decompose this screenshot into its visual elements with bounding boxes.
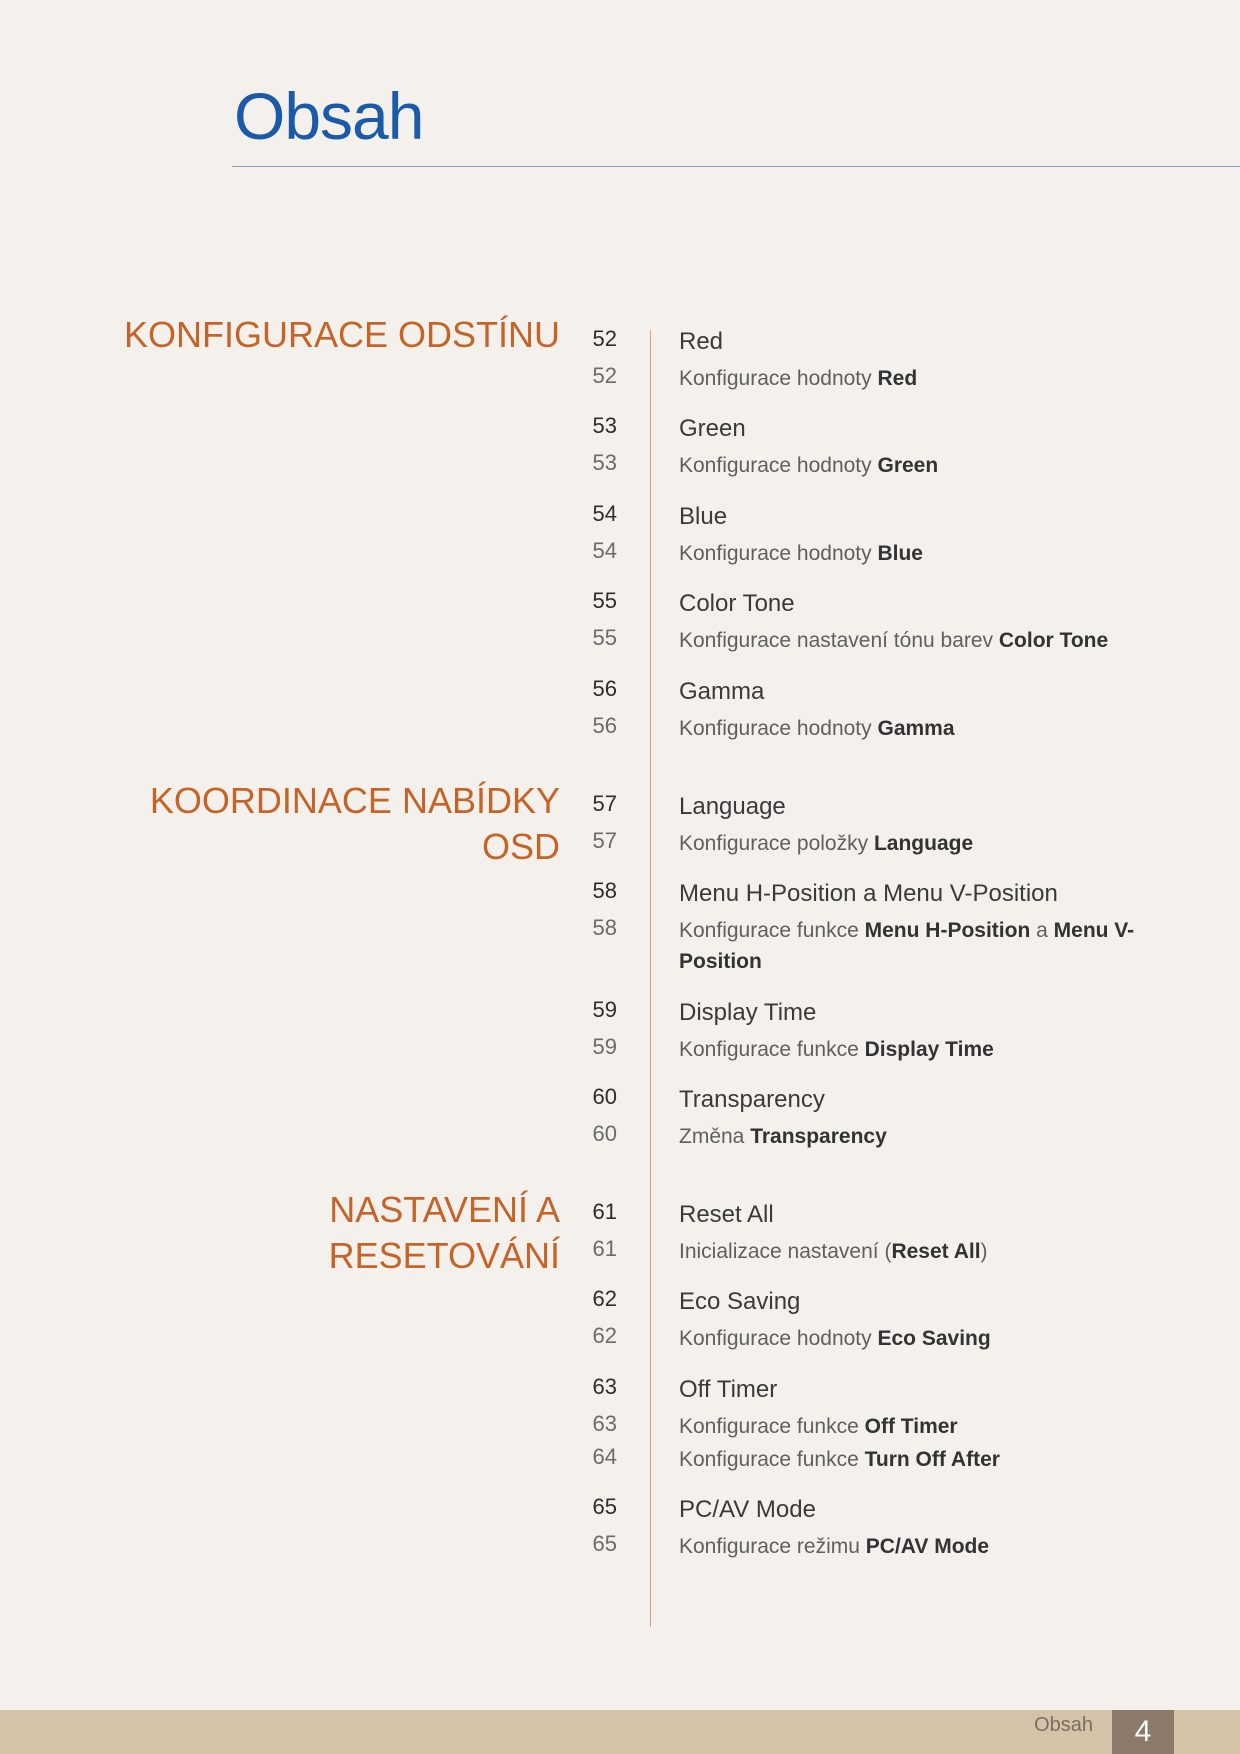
page-number: 57	[592, 828, 617, 853]
entry-title: Off Timer	[679, 1376, 778, 1403]
entry-text: Konfigurace hodnoty Gamma	[679, 717, 955, 740]
entry-text: Konfigurace hodnoty Blue	[679, 542, 923, 565]
page-number: 61	[592, 1236, 617, 1261]
entry-text: Změna Transparency	[679, 1125, 887, 1148]
entry-title: Language	[679, 793, 786, 820]
page-number: 59	[592, 997, 617, 1022]
entry-text: Konfigurace funkce Off Timer	[679, 1415, 958, 1438]
page-number: 56	[592, 676, 617, 701]
entry-text: Konfigurace hodnoty Red	[679, 367, 918, 390]
page-number: 64	[592, 1444, 617, 1469]
section-heading-line: OSD	[481, 826, 560, 867]
page-number: 52	[592, 326, 617, 351]
page-number: 62	[592, 1323, 617, 1348]
page-number: 53	[592, 450, 617, 475]
section-heading-nastaveni-resetovani	[40, 1187, 560, 1279]
page-number: 60	[592, 1084, 617, 1109]
entry-title: Menu H-Position a Menu V-Position	[679, 880, 1058, 907]
footer-label: Obsah	[1034, 1714, 1093, 1736]
page-number: 58	[592, 878, 617, 903]
entry-title: Transparency	[679, 1086, 825, 1113]
page-number: 53	[592, 413, 617, 438]
page-number: 56	[592, 713, 617, 738]
page-number: 55	[592, 625, 617, 650]
entry-title: Green	[679, 415, 746, 442]
page-number: 61	[592, 1199, 617, 1224]
page-number: 54	[592, 538, 617, 563]
section-heading-koordinace-nabidky	[40, 778, 560, 870]
entry-title: Blue	[679, 503, 728, 530]
section-heading-line: KOORDINACE NABÍDKY	[149, 780, 560, 821]
entry-text: Konfigurace hodnoty Eco Saving	[679, 1327, 991, 1350]
entry-text: Konfigurace hodnoty Green	[679, 454, 939, 477]
page-number: 52	[592, 363, 617, 388]
entry-text: Konfigurace režimu PC/AV Mode	[679, 1535, 990, 1558]
entry-text: Konfigurace položky Language	[679, 832, 974, 855]
entry-text: Inicializace nastavení (Reset All)	[679, 1240, 988, 1263]
section-heading-line: RESETOVÁNÍ	[328, 1235, 560, 1276]
footer-page-number: 4	[1112, 1710, 1174, 1754]
entry-title: Red	[679, 328, 724, 355]
entry-title: Reset All	[679, 1201, 774, 1228]
page-number: 63	[592, 1411, 617, 1436]
column-divider	[650, 330, 651, 1627]
section-heading-konfigurace-odstinu	[40, 312, 560, 358]
page-number: 54	[592, 501, 617, 526]
entry-title: Color Tone	[679, 590, 795, 617]
title-divider	[232, 166, 1240, 167]
section-heading-line: NASTAVENÍ A	[329, 1189, 560, 1230]
page-title: Obsah	[234, 79, 424, 153]
page-number: 60	[592, 1121, 617, 1146]
page-number: 62	[592, 1286, 617, 1311]
entry-title: Gamma	[679, 678, 765, 705]
page-number: 59	[592, 1034, 617, 1059]
entry-title: PC/AV Mode	[679, 1496, 816, 1523]
entry-text: Konfigurace funkce Display Time	[679, 1038, 994, 1061]
page-number: 55	[592, 588, 617, 613]
entry-title: Display Time	[679, 999, 817, 1026]
entry-text: Konfigurace nastavení tónu barev Color Tone	[679, 629, 1109, 652]
entry-title: Eco Saving	[679, 1288, 801, 1315]
page-number: 58	[592, 915, 617, 940]
page-number: 65	[592, 1531, 617, 1556]
section-heading-text: KONFIGURACE ODSTÍNU	[123, 314, 560, 355]
entry-text: Konfigurace funkce Turn Off After	[679, 1448, 1000, 1471]
page-number: 65	[592, 1494, 617, 1519]
entry-text: Konfigurace funkce Menu H-Position a Menu V-Position	[679, 919, 1135, 973]
page-number: 57	[592, 791, 617, 816]
page-number: 63	[592, 1374, 617, 1399]
